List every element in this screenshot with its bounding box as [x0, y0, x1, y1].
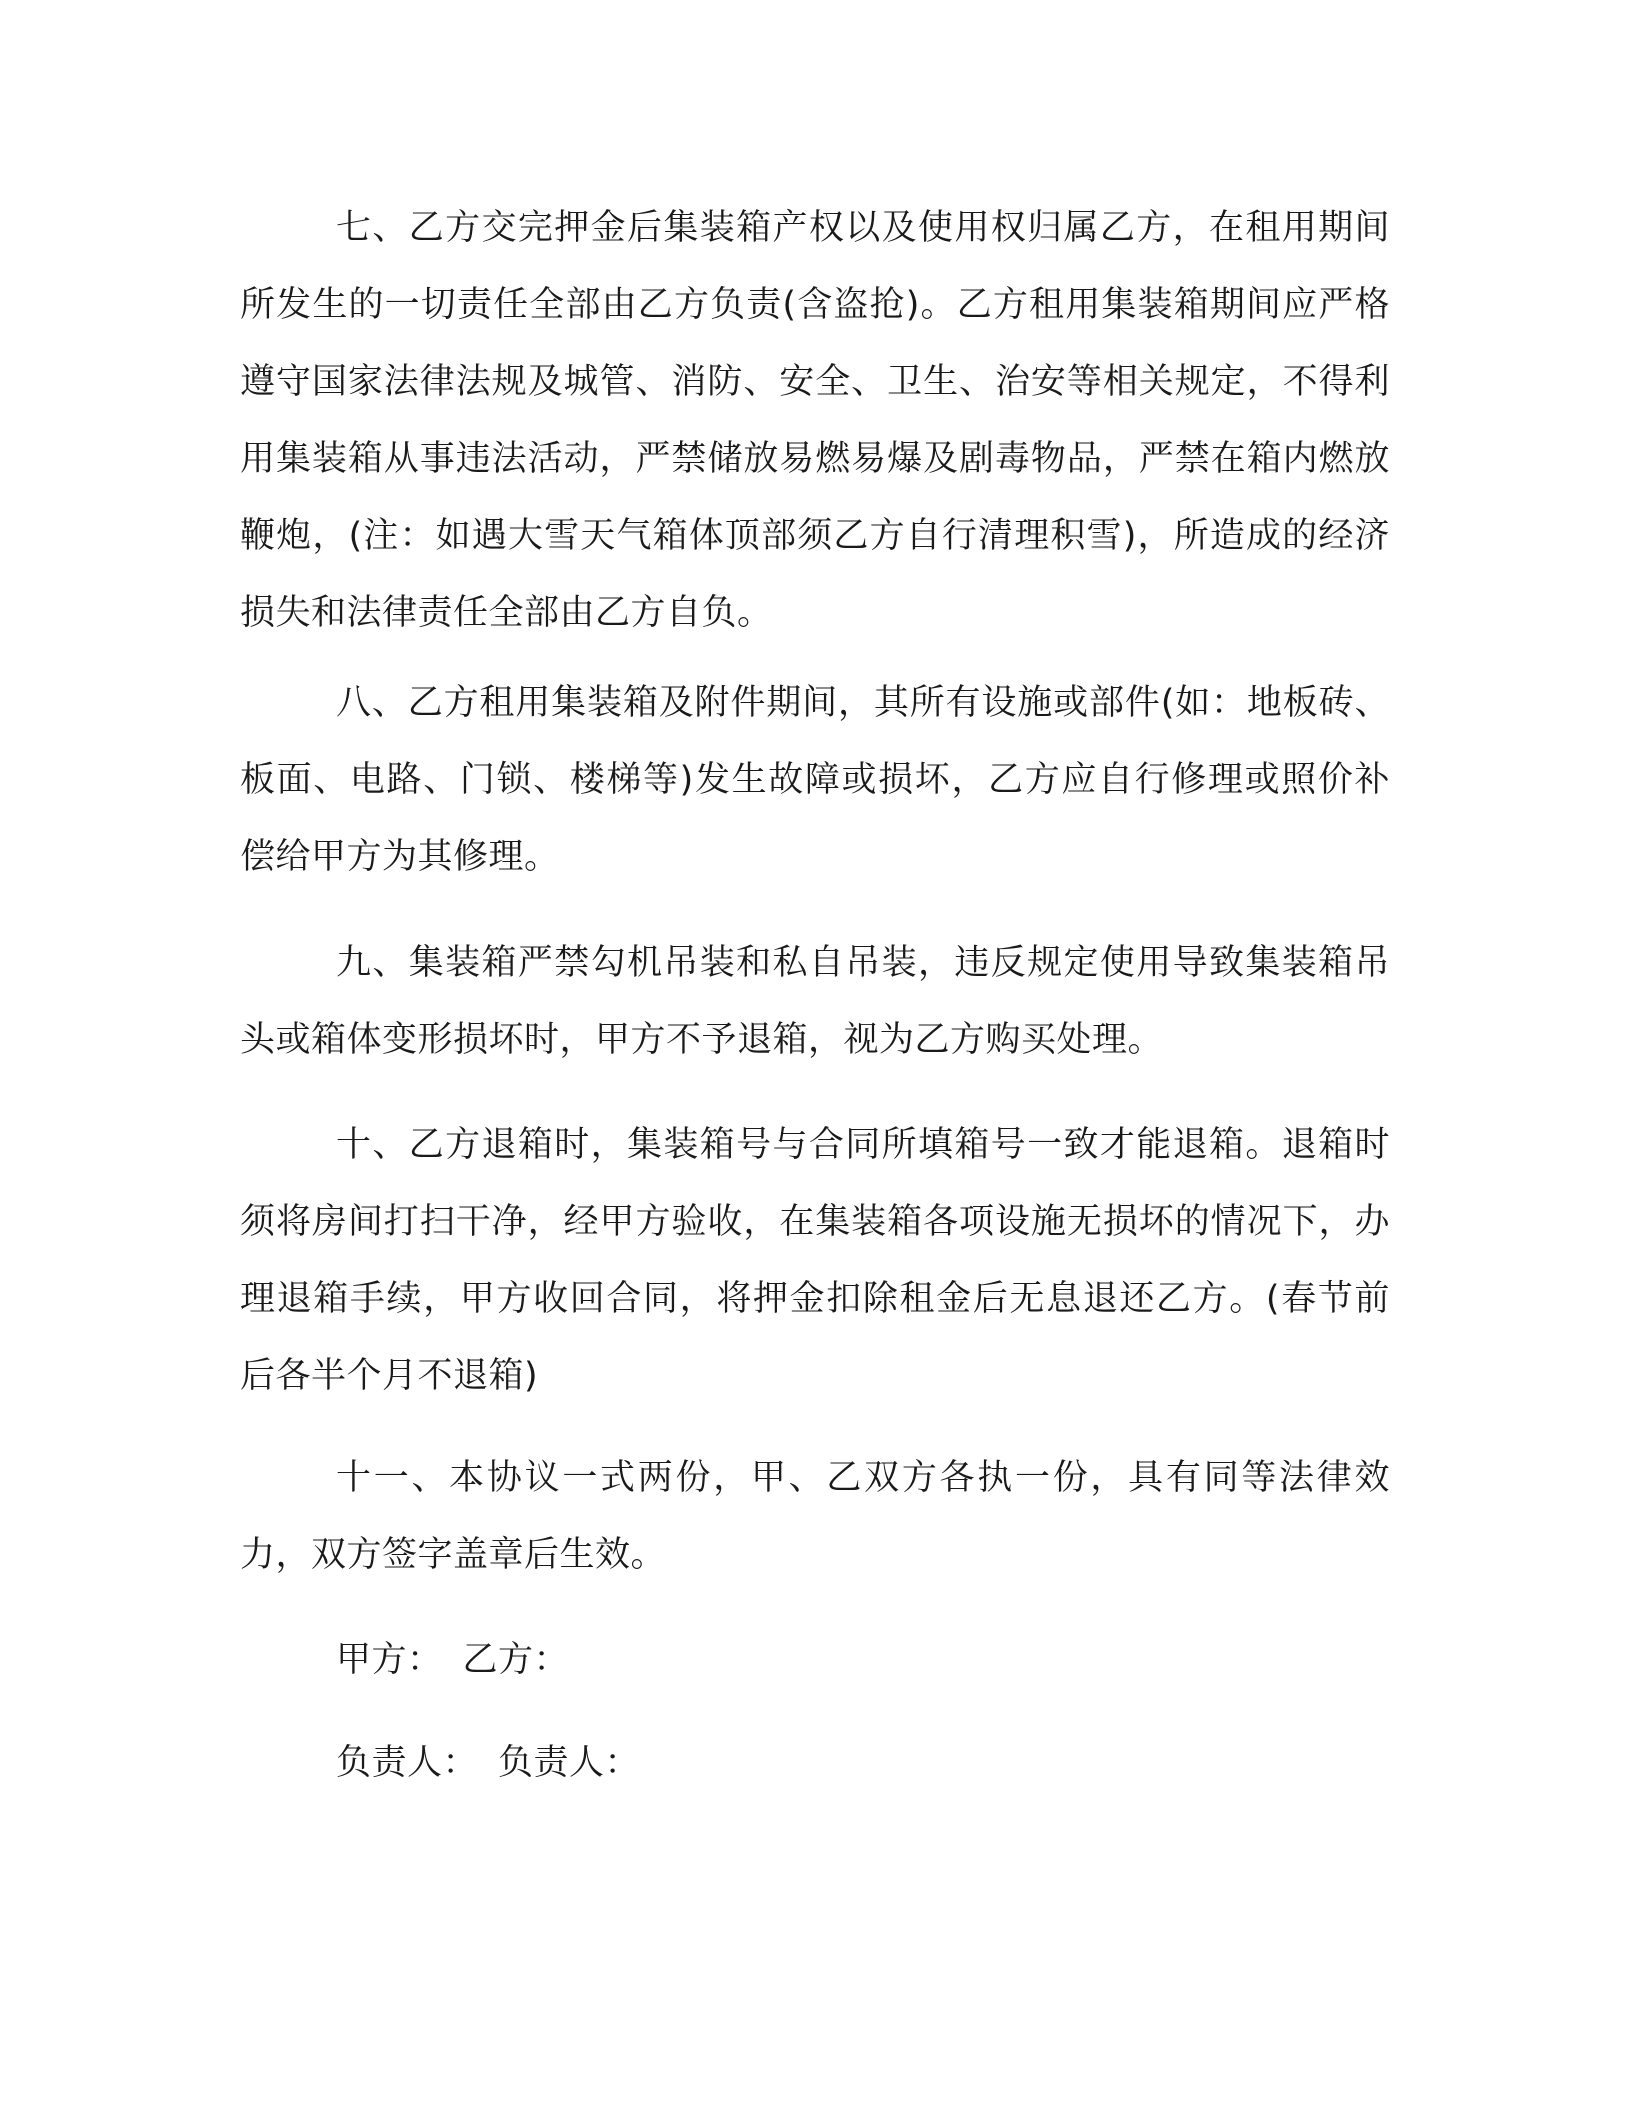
signature-party-line	[336, 1622, 569, 1699]
clause-8: 八、乙方租用集装箱及附件期间，其所有设施或部件(如：地板砖、板面、电路、门锁、楼梯等)发生故障或损坏，乙方应自行修理或照价补偿给甲方为其修理。	[240, 683, 1390, 877]
person-a-label: 负责人：	[336, 1743, 479, 1783]
party-a-label: 甲方：	[336, 1640, 443, 1680]
clause-10: 十、乙方退箱时，集装箱号与合同所填箱号一致才能退箱。退箱时须将房间打扫干净，经甲方验收，在集装箱各项设施无损坏的情况下，办理退箱手续，甲方收回合同，将押金扣除租金后无息退还乙方。(春节前后各半个月不退箱)	[240, 1125, 1390, 1396]
clause-9: 九、集装箱严禁勾机吊装和私自吊装，违反规定使用导致集装箱吊头或箱体变形损坏时，甲方不予退箱，视为乙方购买处理。	[240, 943, 1390, 1060]
clause-7: 七、乙方交完押金后集装箱产权以及使用权归属乙方，在租用期间所发生的一切责任全部由乙方负责(含盗抢)。乙方租用集装箱期间应严格遵守国家法律法规及城管、消防、安全、卫生、治安等相关规定，不得利用集装箱从事违法活动，严禁储放易燃易爆及剧毒物品，严禁在箱内燃放鞭炮，(注：如遇大雪天气箱体顶部须乙方自行清理积雪)，所造成的经济损失和法律责任全部由乙方自负。	[240, 208, 1390, 633]
person-b-label: 负责人：	[498, 1743, 641, 1783]
party-b-label: 乙方：	[462, 1640, 570, 1680]
clause-11: 十一、本协议一式两份，甲、乙双方各执一份，具有同等法律效力，双方签字盖章后生效。	[240, 1458, 1390, 1575]
signature-person-line	[336, 1725, 640, 1802]
